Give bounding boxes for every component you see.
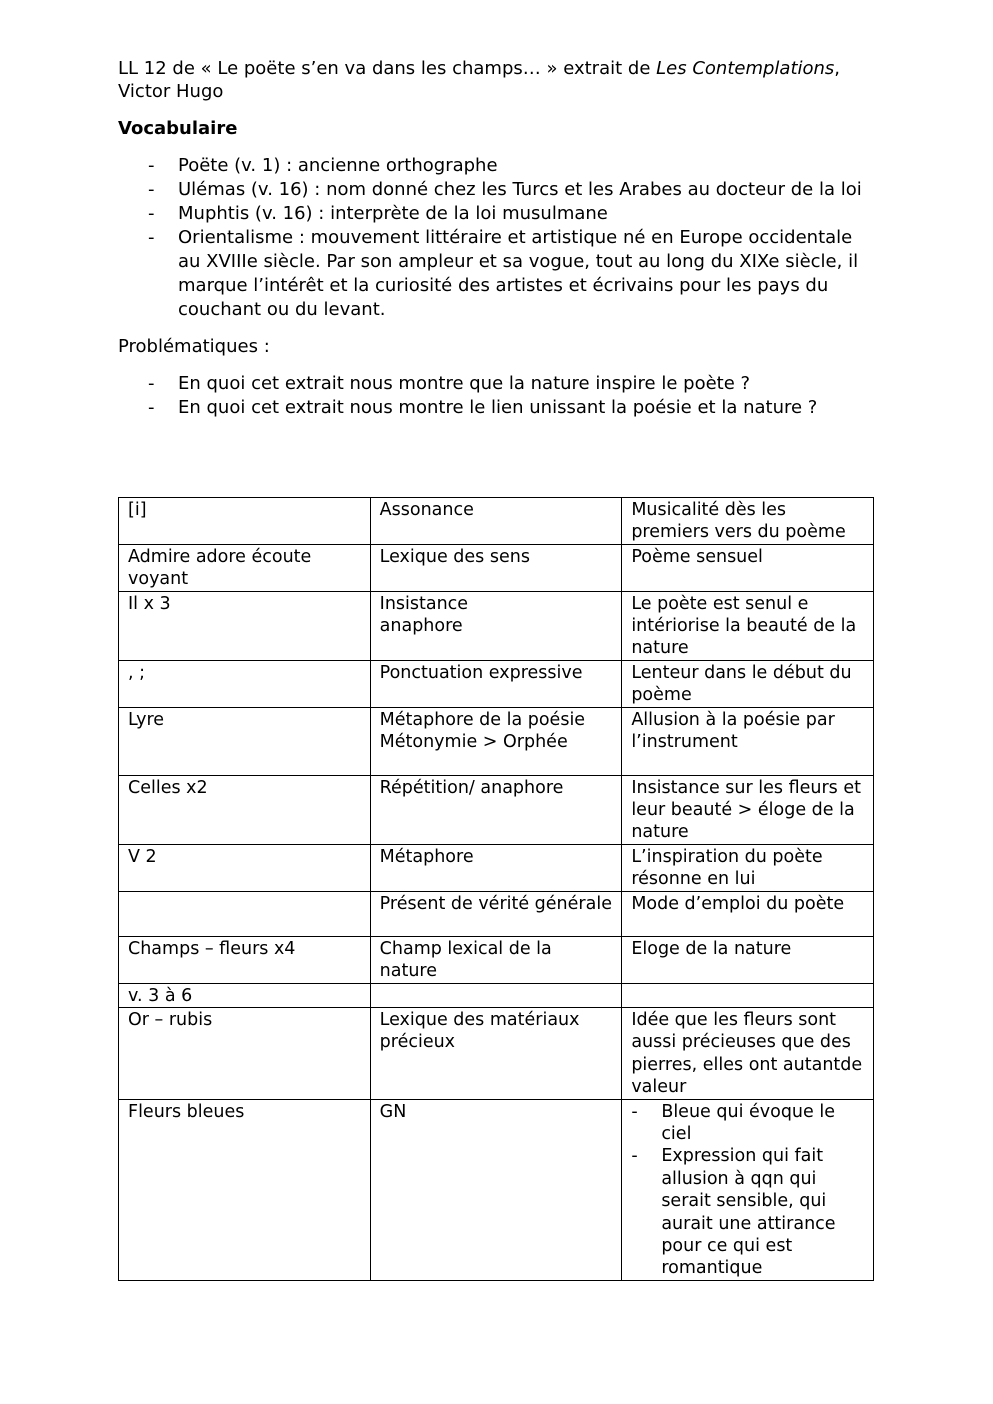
table-cell: Lyre xyxy=(119,707,371,775)
table-cell: L’inspiration du poète résonne en lui xyxy=(622,844,874,891)
table-cell: Lexique des matériaux précieux xyxy=(370,1007,622,1099)
table-cell: Mode d’emploi du poète xyxy=(622,891,874,936)
table-row xyxy=(119,544,874,591)
cell-bullet-list xyxy=(631,1101,864,1280)
cell-line: Métonymie > Orphée xyxy=(379,732,568,753)
table-row xyxy=(119,660,874,707)
table-cell: Celles x2 xyxy=(119,775,371,844)
cell-line: Métaphore de la poésie xyxy=(379,709,586,730)
dash-bullet: - xyxy=(148,373,155,394)
table-cell xyxy=(370,591,622,660)
table-cell: Eloge de la nature xyxy=(622,936,874,983)
table-cell: Musicalité dès les premiers vers du poème xyxy=(622,498,874,545)
table-row xyxy=(119,1007,874,1099)
table-cell: Allusion à la poésie par l’instrument xyxy=(622,707,874,775)
table-cell: Le poète est senul e intériorise la beauté de la nature xyxy=(622,591,874,660)
dash-bullet: - xyxy=(148,397,155,418)
dash-bullet: - xyxy=(148,227,155,248)
table-cell: Lenteur dans le début du poème xyxy=(622,660,874,707)
table-cell: Il x 3 xyxy=(119,591,371,660)
document-body xyxy=(118,58,878,420)
table-cell xyxy=(370,983,622,1007)
table-cell: v. 3 à 6 xyxy=(119,983,371,1007)
problematics-list xyxy=(118,372,878,420)
table-cell: Ponctuation expressive xyxy=(370,660,622,707)
table-row xyxy=(119,1099,874,1280)
table-cell xyxy=(622,983,874,1007)
table-cell: Admire adore écoute voyant xyxy=(119,544,371,591)
dash-bullet: - xyxy=(631,1101,638,1122)
table-row xyxy=(119,498,874,545)
table-row xyxy=(119,891,874,936)
list-item: - Poëte (v. 1) : ancienne orthographe xyxy=(148,155,498,176)
table-cell: Champ lexical de la nature xyxy=(370,936,622,983)
table-row xyxy=(119,983,874,1007)
dash-bullet: - xyxy=(631,1146,638,1167)
list-item: - Orientalisme : mouvement littéraire et artistique né en Europe occidentale au XVIIIe siècle. Par son ampleur et sa vogue, tout au long du XIXe siècle, il marque l’intérêt et la curiosité des artistes et écrivains pour les pays du couchant ou du levant. xyxy=(148,227,859,320)
table-row xyxy=(119,936,874,983)
table-cell: Champs – fleurs x4 xyxy=(119,936,371,983)
table-cell: [i] xyxy=(119,498,371,545)
table-cell xyxy=(370,707,622,775)
cell-line: anaphore xyxy=(379,616,463,637)
table-cell: Or – rubis xyxy=(119,1007,371,1099)
list-item: - Bleue qui évoque le ciel xyxy=(631,1101,835,1144)
table-cell xyxy=(119,891,371,936)
list-item: - En quoi cet extrait nous montre que la nature inspire le poète ? xyxy=(148,373,751,394)
table-cell: Insistance sur les fleurs et leur beauté > éloge de la nature xyxy=(622,775,874,844)
dash-bullet: - xyxy=(148,179,155,200)
table-cell: Métaphore xyxy=(370,844,622,891)
table-cell: Fleurs bleues xyxy=(119,1099,371,1280)
list-item: - En quoi cet extrait nous montre le lien unissant la poésie et la nature ? xyxy=(148,397,818,418)
vocabulary-list xyxy=(118,154,878,322)
table-cell: , ; xyxy=(119,660,371,707)
cell-line: Insistance xyxy=(379,593,469,614)
list-item: - Ulémas (v. 16) : nom donné chez les Turcs et les Arabes au docteur de la loi xyxy=(148,179,862,200)
table-cell: Assonance xyxy=(370,498,622,545)
document-title xyxy=(118,58,878,103)
problematics-heading: Problématiques : xyxy=(118,336,270,357)
title-prefix: LL 12 de « Le poëte s’en va dans les champs… » extrait de xyxy=(118,58,657,79)
table-cell: Présent de vérité générale xyxy=(370,891,622,936)
dash-bullet: - xyxy=(148,155,155,176)
table-cell: Poème sensuel xyxy=(622,544,874,591)
table-cell xyxy=(622,1099,874,1280)
table-row xyxy=(119,707,874,775)
list-item: - Muphtis (v. 16) : interprète de la loi musulmane xyxy=(148,203,608,224)
table-cell: GN xyxy=(370,1099,622,1280)
title-work: Les Contemplations xyxy=(656,58,835,79)
list-item: - Expression qui fait allusion à qqn qui serait sensible, qui aurait une attirance pour ce qui est romantique xyxy=(631,1146,836,1279)
table-cell: Répétition/ anaphore xyxy=(370,775,622,844)
table-row xyxy=(119,775,874,844)
title-author: Victor Hugo xyxy=(118,80,224,102)
analysis-table xyxy=(118,497,874,1281)
title-suffix: , xyxy=(834,58,841,79)
dash-bullet: - xyxy=(148,203,155,224)
table-cell: Idée que les fleurs sont aussi précieuses que des pierres, elles ont autantde valeur xyxy=(622,1007,874,1099)
table-cell: Lexique des sens xyxy=(370,544,622,591)
table-row xyxy=(119,844,874,891)
table-cell: V 2 xyxy=(119,844,371,891)
table-row xyxy=(119,591,874,660)
vocabulary-heading: Vocabulaire xyxy=(118,118,238,139)
